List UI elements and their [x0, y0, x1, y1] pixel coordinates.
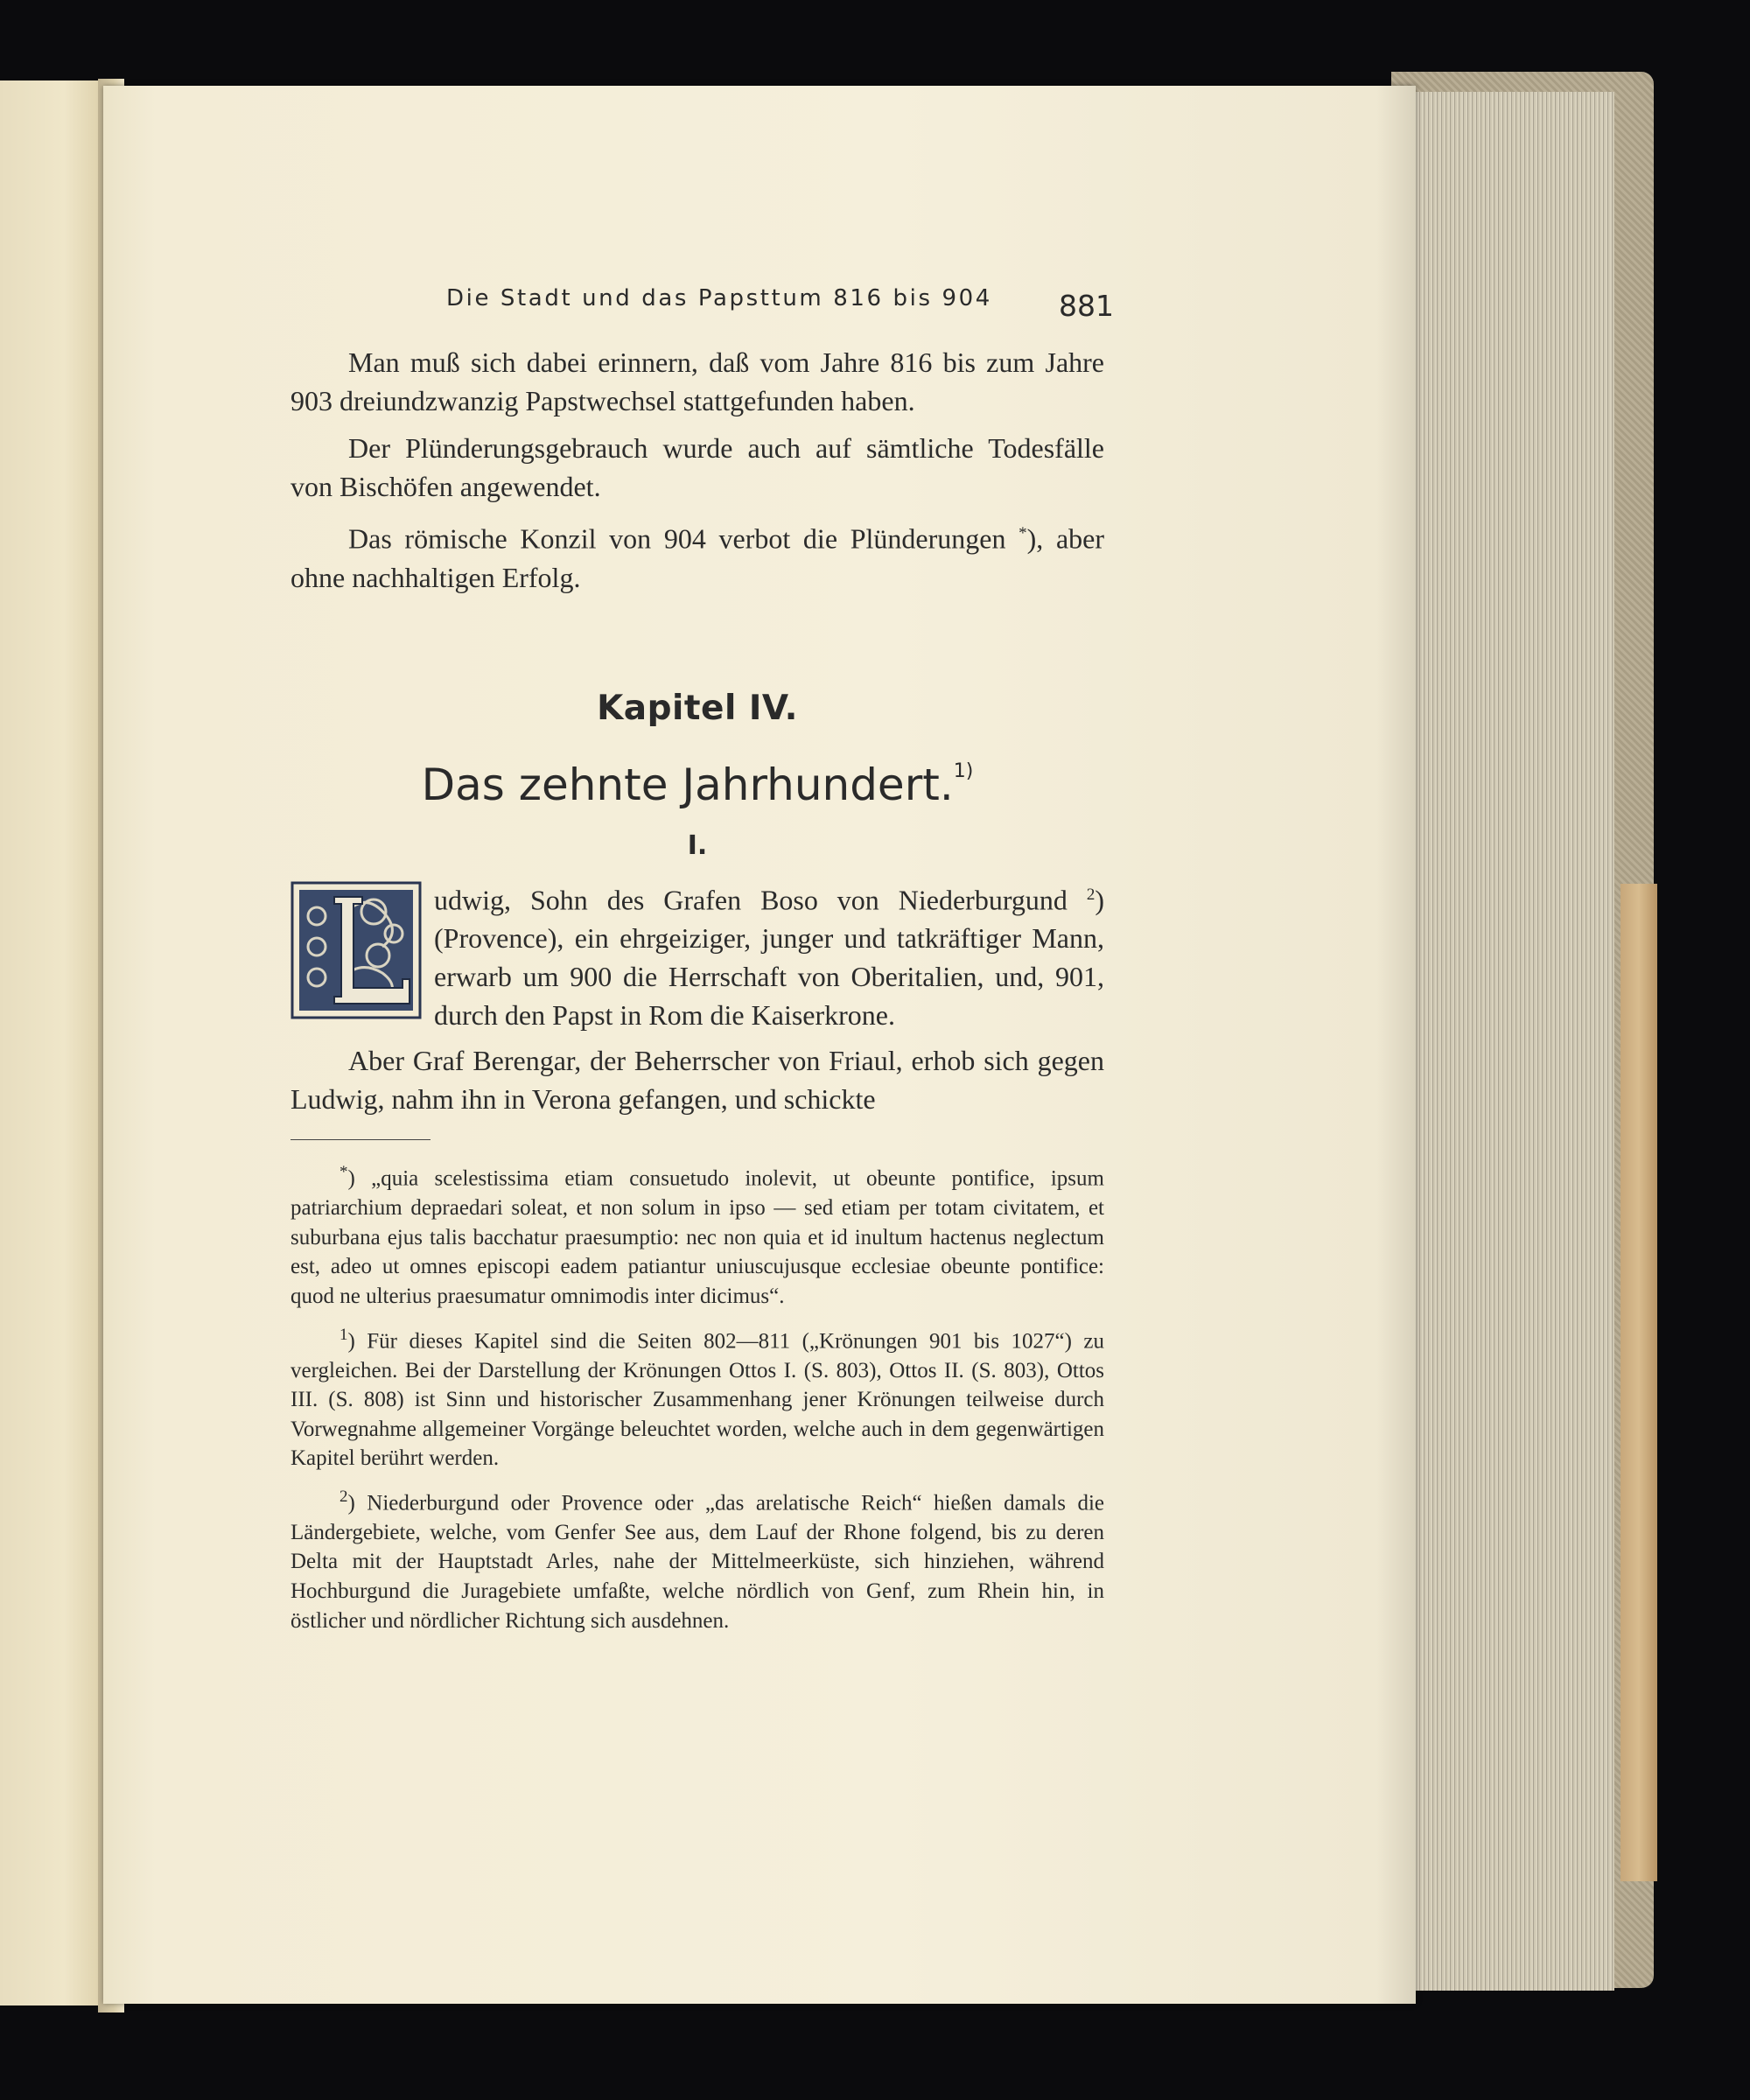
footnote-1-mark: 1 [340, 1325, 348, 1344]
footnote-star [290, 1158, 1104, 1311]
footnote-1-text: ) Für dieses Kapitel sind die Seiten 802—811 („Krönungen 901 bis 1027“) zu vergleichen. Bei der Darstellung der Krönungen Ottos I. (S. 803), Ottos II. (S. 803), Ottos III. (S. 808) ist Sinn und historischer Zusammenhang jener Krönungen teilweise durch Vorwegnahme allgemeiner Vorgänge beleuchtet worden, welche auch in dem gegenwärtigen Kapitel berührt werden. [290, 1328, 1104, 1471]
body-paragraph-3-text: Das römische Konzil von 904 verbot die Plünderungen [348, 522, 1019, 555]
section-number: I. [687, 830, 708, 861]
body-paragraph-3-end: ), aber ohne nachhaltigen Erfolg. [290, 522, 1105, 593]
drop-cap-l-icon [290, 881, 422, 1019]
text-block [290, 343, 1104, 1644]
body-paragraph-2: Der Plünderungsgebrauch wurde auch auf sämtliche Todesfälle von Bischöfen angewendet. [290, 432, 1104, 502]
footnote-2-mark: 2 [340, 1487, 348, 1506]
chapter-title [290, 752, 1104, 810]
section-paragraph-1-end: ) (Provence), ein ehrgeiziger, junger und tatkräftiger Mann, erwarb um 900 die Herrschaft von Oberitalien, und, 901, durch den Papst in Rom die Kaiserkrone. [434, 884, 1104, 1032]
chapter-title-text: Das zehnte Jahrhundert. [421, 759, 954, 810]
body-paragraph-1: Man muß sich dabei erinnern, daß vom Jahre 816 bis zum Jahre 903 dreiundzwanzig Papstwechsel stattgefunden haben. [290, 346, 1104, 416]
footnote-ref-2: 2 [1086, 885, 1096, 904]
footnote-2-text: ) Niederburgund oder Provence oder „das arelatische Reich“ hießen damals die Ländergebiete, welche, vom Genfer See aus, dem Lauf der Rhone folgend, bis zu deren Delta mit der Hauptstadt Arles, nahe der Mittelmeerküste, sich hinziehen, während Hochburgund die Juragebiete umfaßte, welche nördlich von Genf, zum Rhein hin, in östlicher und nördlicher Richtung sich ausdehnen. [290, 1491, 1104, 1633]
left-page-edge [0, 80, 107, 2006]
page-number: 881 [1059, 289, 1114, 323]
footnote-ref-1: 1) [953, 760, 974, 782]
footnote-star-mark: * [340, 1163, 348, 1182]
chapter-label: Kapitel IV. [597, 688, 798, 728]
section-paragraph-2: Aber Graf Berengar, der Beherrscher von Friaul, erhob sich gegen Ludwig, nahm ihn in Verona gefangen, und schickte [290, 1045, 1104, 1116]
bookmark-ribbon [1620, 884, 1657, 1881]
footnote-star-text: ) „quia scelestissima etiam consuetudo inolevit, ut obeunte pontifice, ipsum patriarchium depraedari soleat, et non solum in ipso — sed etiam per totam civitatem, et suburbana ejus talis bacchatur praesumptio: nec non quia et id inultum hactenus neglectum est, adeo ut omnes episcopi eadem patiantur uniuscujusque ecclesiae obeunte pontifice: quod ne ulterius praesumatur omnimodis inter dicimus“. [290, 1166, 1104, 1309]
footnotes [290, 1158, 1104, 1635]
footnote-divider [290, 1139, 430, 1140]
section-paragraph-1-text: udwig, Sohn des Grafen Boso von Niederburgund [434, 884, 1087, 916]
footnote-1 [290, 1320, 1104, 1474]
body-paragraph-3 [290, 514, 1104, 597]
page-stack-edge [1400, 92, 1614, 1991]
footnote-ref-star: * [1018, 524, 1027, 542]
section-paragraph-1 [290, 876, 1104, 1035]
running-head-title: Die Stadt und das Papsttum 816 bis 904 [446, 285, 992, 312]
footnote-2 [290, 1482, 1104, 1635]
